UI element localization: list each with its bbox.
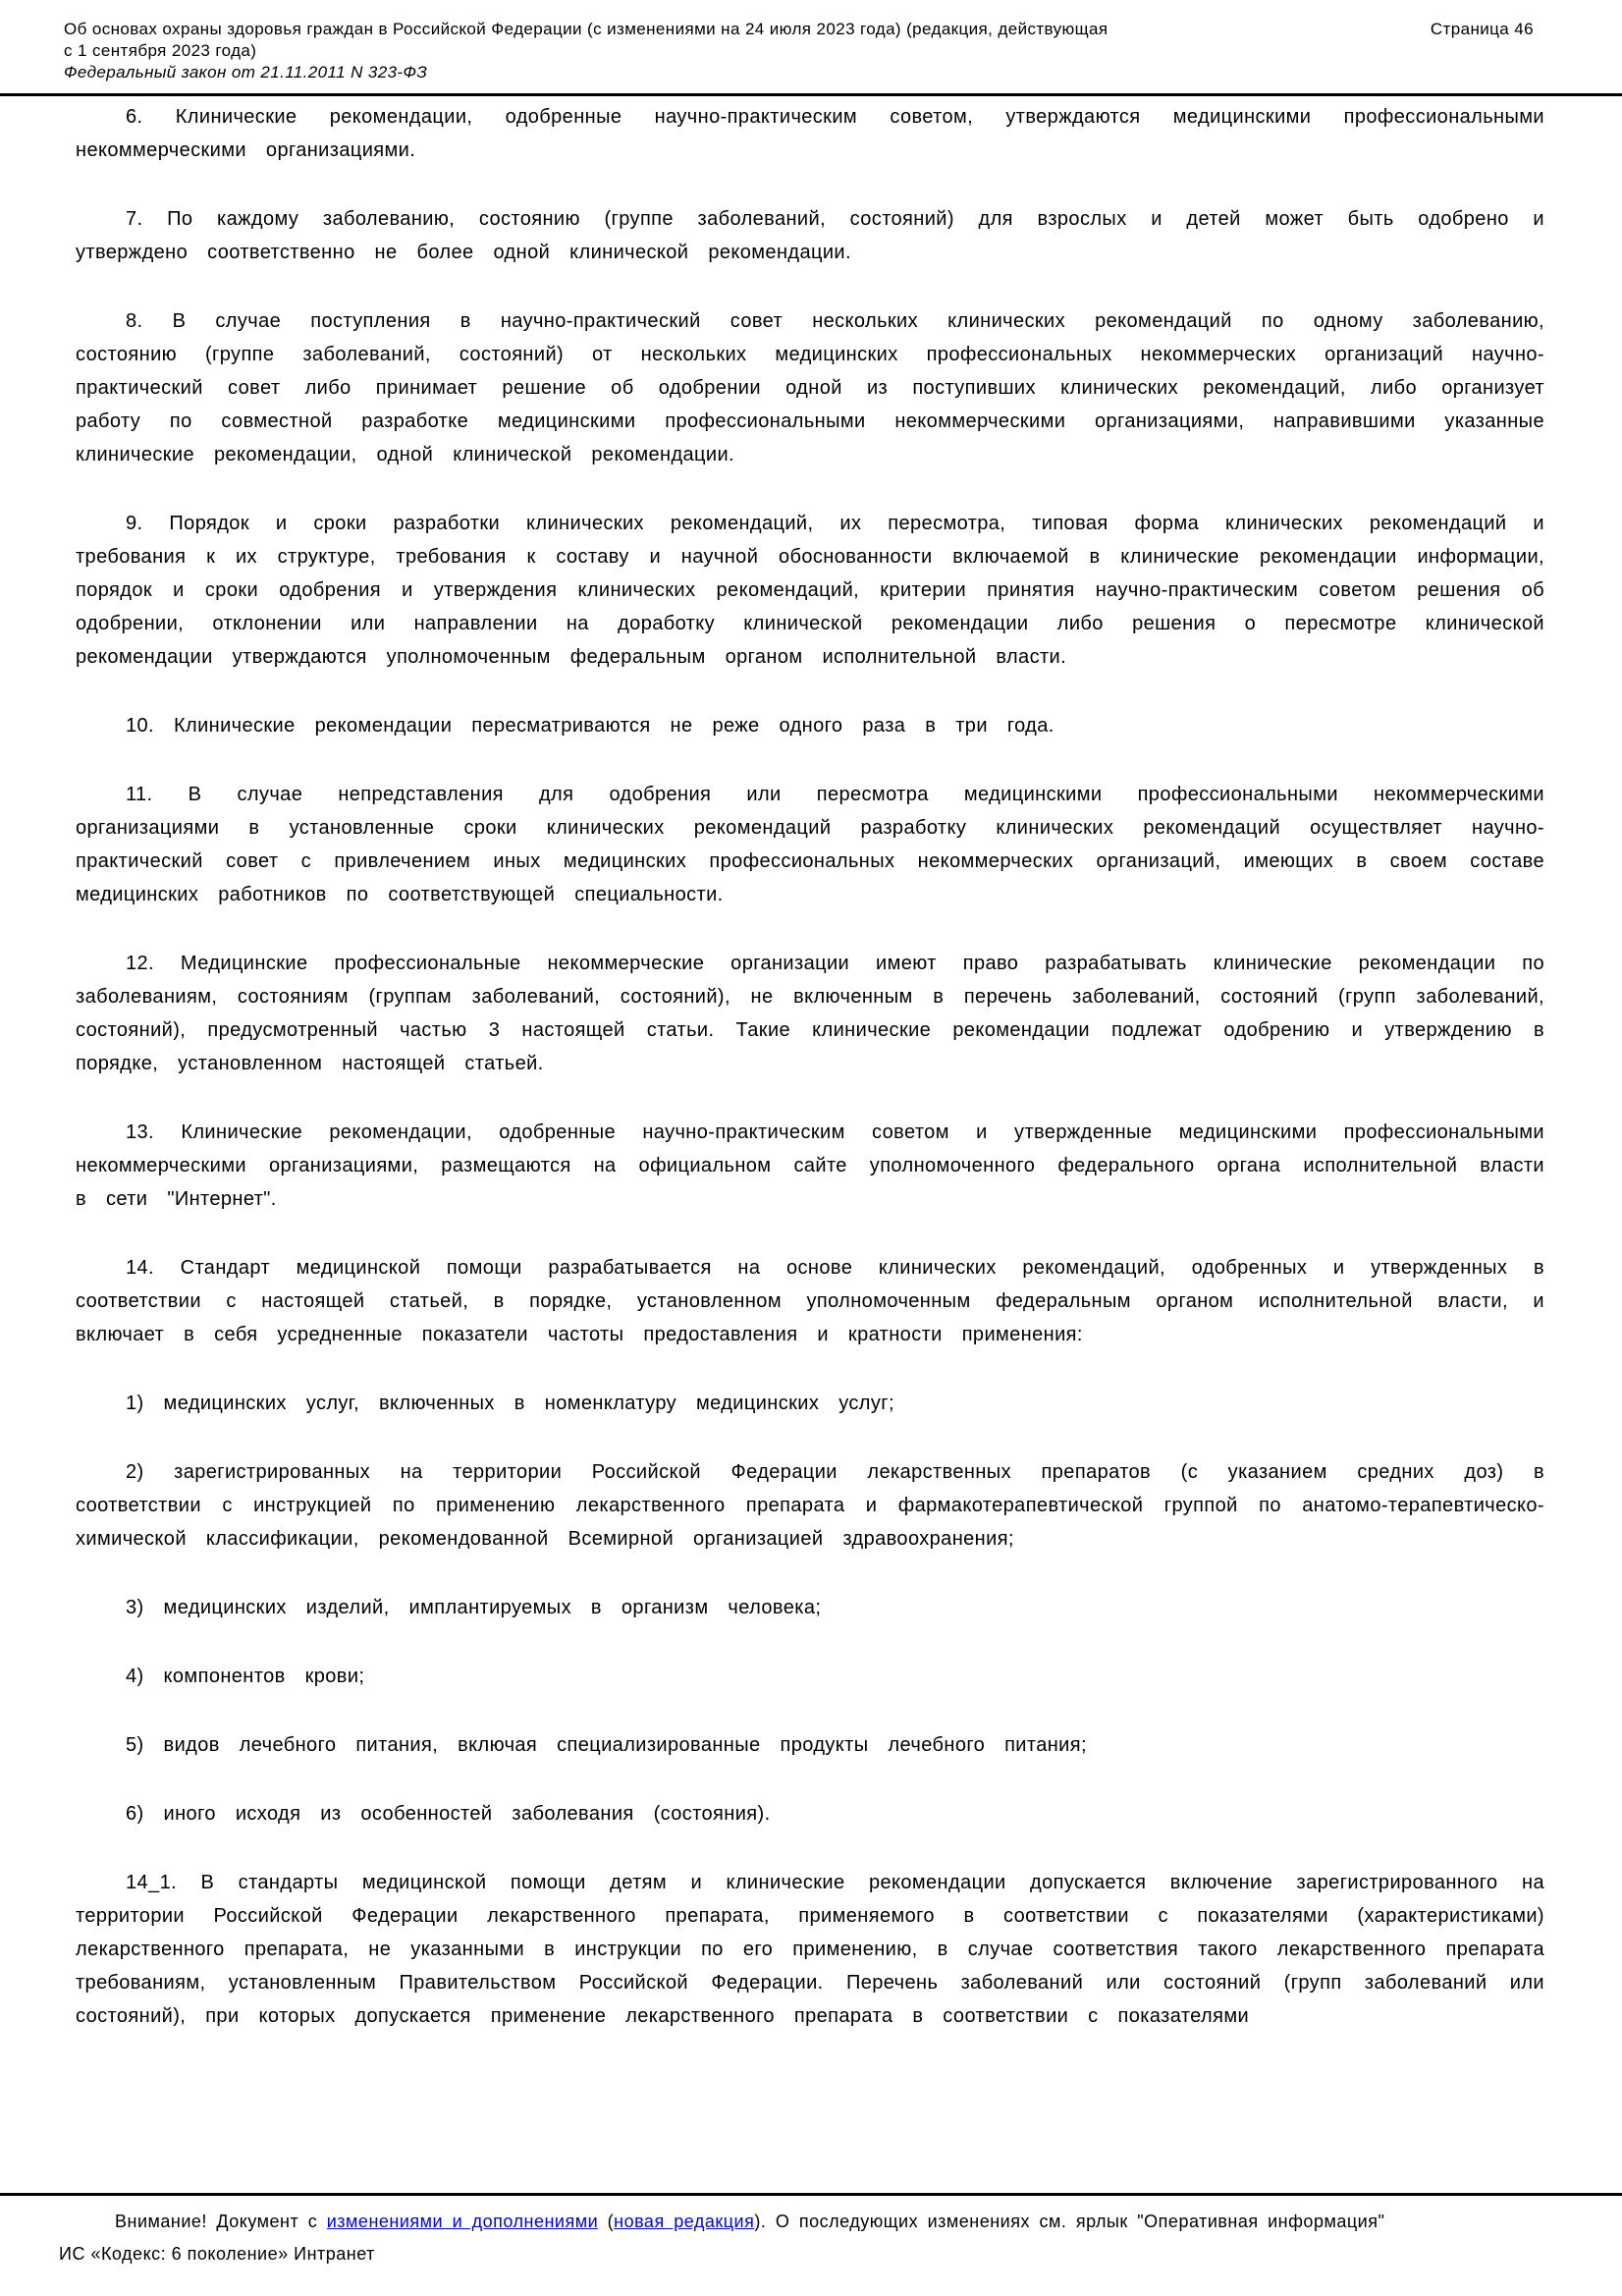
list-item-1: 1) медицинских услуг, включенных в номенклатуру медицинских услуг; — [126, 1393, 894, 1414]
paragraph-7: 7. По каждому заболеванию, состоянию (группе заболеваний, состояний) для взрослых и детей может быть одобрено и утверждено соответственно не более одной клинической рекомендации. — [76, 208, 1544, 263]
paragraph-13: 13. Клинические рекомендации, одобренные научно-практическим советом и утвержденные медицинскими профессиональными некоммерческими организациями, размещаются на официальном сайте уполномоченного федерального органа исполнительной власти в сети "Интернет". — [76, 1121, 1544, 1210]
paragraph-14: 14. Стандарт медицинской помощи разрабатывается на основе клинических рекомендаций, одобренных и утвержденных в соответствии с настоящей статьей, в порядке, установленном уполномоченным федеральным органом исполнительной власти, и включает в себя усредненные показатели частоты предоставления и кратности применения: — [76, 1257, 1544, 1345]
list-item-3: 3) медицинских изделий, имплантируемых в организм человека; — [126, 1597, 822, 1618]
amendments-link[interactable]: изменениями и дополнениями — [326, 2212, 599, 2231]
paragraph-6: 6. Клинические рекомендации, одобренные научно-практическим советом, утверждаются медицинскими профессиональными некоммерческими организациями. — [76, 106, 1544, 161]
paragraph-10: 10. Клинические рекомендации пересматриваются не реже одного раза в три года. — [126, 715, 1054, 737]
list-item-2: 2) зарегистрированных на территории Российской Федерации лекарственных препаратов (с указанием средних доз) в соответствии с инструкцией по применению лекарственного препарата и фармакотерапевтической группой по анатомо-терапевтическо-химической классификации, рекомендованной Всемирной организацией здравоохранения; — [76, 1461, 1544, 1550]
document-header — [0, 0, 1622, 83]
list-item-6: 6) иного исходя из особенностей заболевания (состояния). — [126, 1803, 771, 1825]
paragraph-8: 8. В случае поступления в научно-практический совет нескольких клинических рекомендаций по одному заболеванию, состоянию (группе заболеваний, состояний) от нескольких медицинских профессиональных некоммерческих организаций научно-практический совет либо принимает решение об одобрении одной из поступивших клинических рекомендаций, либо организует работу по совместной разработке медицинскими профессиональными некоммерческими организациями, направившими указанные клинические рекомендации, одной клинической рекомендации. — [76, 310, 1544, 465]
footer-notice — [59, 2206, 1539, 2238]
footer-notice-mid: ( — [598, 2212, 615, 2231]
list-item-5: 5) видов лечебного питания, включая специализированные продукты лечебного питания; — [126, 1734, 1087, 1756]
document-footer — [0, 2196, 1622, 2296]
document-body — [0, 96, 1622, 2193]
page-number: Страница 46 — [1430, 20, 1534, 38]
paragraph-14-1: 14_1. В стандарты медицинской помощи детям и клинические рекомендации допускается включение зарегистрированного на территории Российской Федерации лекарственного препарата, применяемого в соответствии с показателями (характеристиками) лекарственного препарата, не указанными в инструкции по его применению, в случае соответствия такого лекарственного препарата требованиям, установленным Правительством Российской Федерации. Перечень заболеваний или состояний (групп заболеваний или состояний), при которых допускается применение лекарственного препарата в соответствии с показателями — [76, 1872, 1544, 2027]
document-subtitle: Федеральный закон от 21.11.2011 N 323-ФЗ — [64, 63, 428, 82]
footer-notice-prefix: Внимание! Документ с — [115, 2212, 327, 2231]
new-edition-link[interactable]: новая редакция — [614, 2212, 755, 2231]
paragraph-12: 12. Медицинские профессиональные некоммерческие организации имеют право разрабатывать клинические рекомендации по заболеваниям, состояниям (группам заболеваний, состояний), не включенным в перечень заболеваний, состояний (групп заболеваний, состояний), предусмотренный частью 3 настоящей статьи. Такие клинические рекомендации подлежат одобрению и утверждению в порядке, установленном настоящей статьей. — [76, 953, 1544, 1074]
system-label: ИС «Кодекс: 6 поколение» Интранет — [59, 2244, 375, 2264]
paragraph-11: 11. В случае непредставления для одобрения или пересмотра медицинскими профессиональными некоммерческими организациями в установленные сроки клинических рекомендаций разработку клинических рекомендаций осуществляет научно-практический совет с привлечением иных медицинских профессиональных некоммерческих организаций, имеющих в своем составе медицинских работников по соответствующей специальности. — [76, 784, 1544, 905]
document-title-line-2: с 1 сентября 2023 года) — [64, 41, 257, 60]
footer-notice-suffix: ). О последующих изменениях см. ярлык "Оперативная информация" — [754, 2212, 1385, 2231]
document-title-line-1: Об основах охраны здоровья граждан в Российской Федерации (с изменениями на 24 июля 2023 года) (редакция, действующая — [64, 20, 1108, 38]
list-item-4: 4) компонентов крови; — [126, 1666, 365, 1687]
paragraph-9: 9. Порядок и сроки разработки клинических рекомендаций, их пересмотра, типовая форма клинических рекомендаций и требования к их структуре, требования к составу и научной обоснованности включаемой в клинические рекомендации информации, порядок и сроки одобрения и утверждения клинических рекомендаций, критерии принятия научно-практическим советом решения об одобрении, отклонении или направлении на доработку клинической рекомендации либо решения о пересмотре клинической рекомендации утверждаются уполномоченным федеральным органом исполнительной власти. — [76, 513, 1544, 668]
document-title-block — [64, 19, 1321, 83]
